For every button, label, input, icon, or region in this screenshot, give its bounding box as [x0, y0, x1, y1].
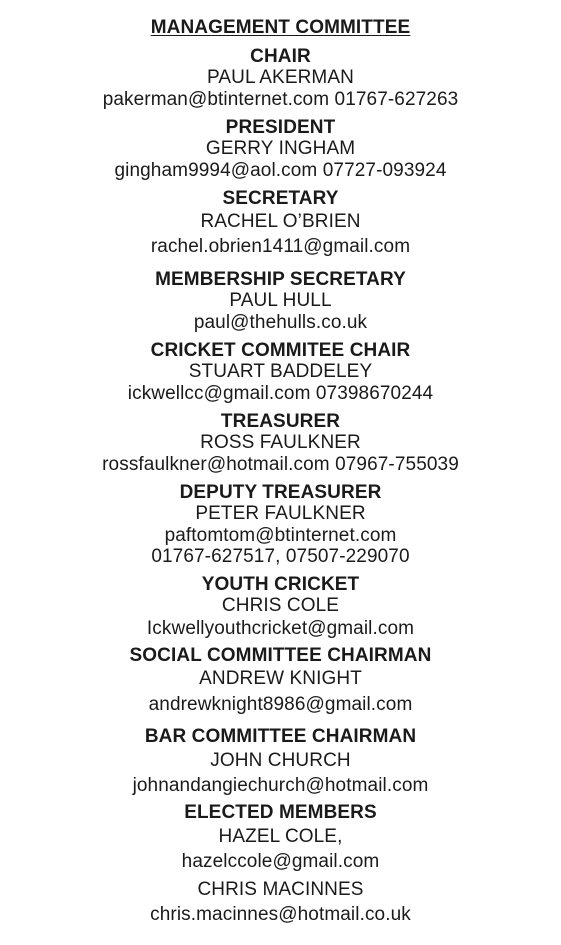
member-name-deputy-treasurer: PETER FAULKNER	[195, 503, 366, 524]
member-name-chair: PAUL AKERMAN	[207, 67, 354, 88]
role-heading-chair: CHAIR	[250, 46, 311, 67]
member-name-membership-secretary: PAUL HULL	[229, 290, 332, 311]
member-name-elected-2: CHRIS MACINNES	[197, 879, 364, 900]
role-heading-youth-cricket: YOUTH CRICKET	[201, 574, 360, 595]
contact-membership-secretary: paul@thehulls.co.uk	[193, 312, 368, 333]
member-name-treasurer: ROSS FAULKNER	[200, 432, 361, 453]
contact-elected-2: chris.macinnes@hotmail.co.uk	[150, 904, 411, 925]
contact-president: gingham9994@aol.com 07727-093924	[114, 160, 447, 181]
member-name-elected-1: HAZEL COLE,	[218, 826, 343, 847]
phone-deputy-treasurer: 01767-627517, 07507-229070	[151, 546, 410, 567]
role-heading-deputy-treasurer: DEPUTY TREASURER	[179, 482, 382, 503]
role-heading-treasurer: TREASURER	[220, 411, 341, 432]
contact-elected-1: hazelccole@gmail.com	[181, 851, 380, 872]
contact-bar-committee-chairman: johnandangiechurch@hotmail.com	[132, 775, 429, 796]
page-title: MANAGEMENT COMMITTEE	[150, 17, 411, 38]
role-heading-cricket-committee-chair: CRICKET COMMITEE CHAIR	[150, 340, 411, 361]
contact-cricket-committee-chair: ickwellcc@gmail.com 07398670244	[127, 383, 434, 404]
email-deputy-treasurer: paftomtom@btinternet.com	[164, 525, 397, 546]
member-name-secretary: RACHEL O’BRIEN	[200, 211, 361, 232]
role-heading-secretary: SECRETARY	[222, 188, 339, 209]
contact-secretary: rachel.obrien1411@gmail.com	[150, 236, 411, 257]
member-name-cricket-committee-chair: STUART BADDELEY	[188, 361, 373, 382]
contact-youth-cricket: Ickwellyouthcricket@gmail.com	[146, 618, 415, 639]
member-name-president: GERRY INGHAM	[205, 138, 356, 159]
contact-treasurer: rossfaulkner@hotmail.com 07967-755039	[102, 454, 459, 475]
contact-social-committee-chairman: andrewknight8986@gmail.com	[148, 694, 413, 715]
contact-chair: pakerman@btinternet.com 01767-627263	[102, 89, 459, 110]
member-name-social-committee-chairman: ANDREW KNIGHT	[199, 668, 362, 689]
role-heading-president: PRESIDENT	[225, 117, 336, 138]
role-heading-bar-committee-chairman: BAR COMMITTEE CHAIRMAN	[144, 726, 417, 747]
role-heading-membership-secretary: MEMBERSHIP SECRETARY	[155, 269, 406, 290]
member-name-bar-committee-chairman: JOHN CHURCH	[210, 750, 351, 771]
member-name-youth-cricket: CHRIS COLE	[221, 595, 340, 616]
role-heading-social-committee-chairman: SOCIAL COMMITTEE CHAIRMAN	[129, 645, 432, 666]
role-heading-elected-members: ELECTED MEMBERS	[184, 802, 377, 823]
